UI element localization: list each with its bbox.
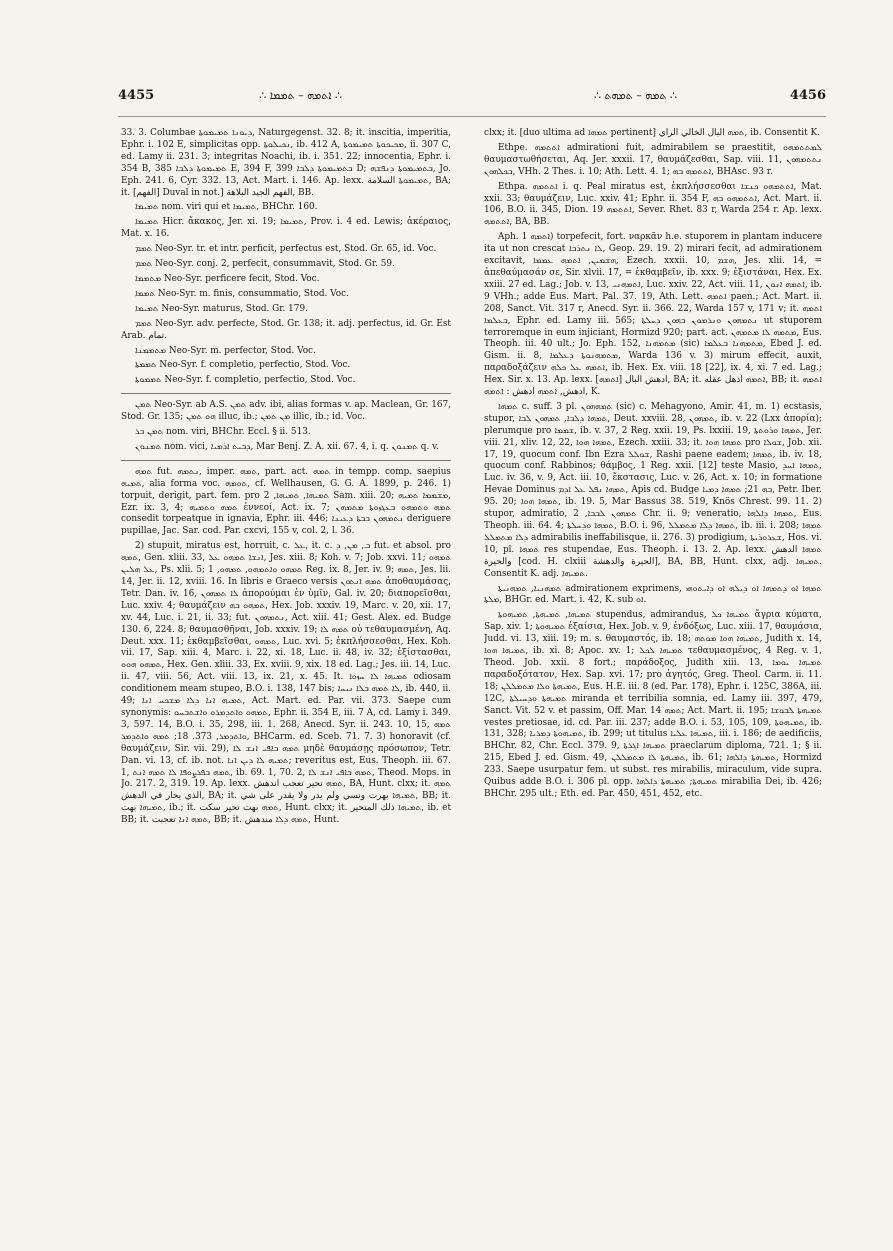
entry-paragraph: 33. 3. Columbae ܕܝܘܢܐ ܬܡܝܡܘܬܐ, Naturgegenst. 32. 8; it. inscitia, imperitia, Ephr. i. 102 E, simplicitas opp. ܢܟܝܠܘܬܐ, ib. 412 A, ܡܟܝܟܘܬܐ ܬܡܝܡܘܬܐ, ii. 307 C, ed. Lamy ii. 231. 3; integritas Noachi, ib. i. 351. 22; innocentia, Ephr. i. 354 B, ܬܡܝܡܘܬܐ ܕܠܒܐ 385 E, 394 F, ܒܬܡܝܡܘܬܐ ܕܠܒܐ 399 D; ܒܬܡܝܡܘܬܐ ܕܢܦܫܗ, Jo. Eph. 241. 6, Cyr. 332. 13, Act. Mart. i. 146. Ap. lexx. ܬܡܝܡܘܬܐ السلامة, BA; it. [الفهم] Duval in not.] الفهم الجيد البلاهة, BB. [121, 128, 451, 198]
section-divider [121, 460, 451, 461]
entry-paragraph: ܬܡܝܗܐ, ܬܡܝܗܬܐ, ܬܡܝܗܘܬܐ stupendus, admirandus, ܬܡܝܗܐ ܟܠ ἄγρια κύματα, Sap. xiv. 1; ܬܡܝܗܘܬܐ ἐξαίσια, Hex. Job. v. 9, ἐνδόξως, Luc. xiii. 17, θαυμάσια, Judd. vi. 13, xiii. 19; m. s. θαυμαστός, ib. 18; ܬܡܝܗܐ ܗܘܐ ܡܘܬܗ, Judith x. 14, ܬܡܝܗܐ ܗܘܐ, ib. xi. 8; Apoc. xv. 1; ܬܡܝܗܐ ܠܟܠ τεθαυμασμένος, 4 Reg. v. 1, Theod. Job. xxii. 8 fort.; παράδοξος, Judith xiii. 13, ܬܡܝܗܐ ܝܘܡܐ παραδοξότατον, Hex. Sap. xvi. 17; pro ἀγητός, Greg. Theol. Carm. ii. 11. 18; ܬܡܝܗܬܐ ܘܠܐ ܡܬܡܠܠܢ, Eus. H.E. iii. 8 (ed. Par. 178), Ephr. i. 125C, 386A, iii. 12C, ܬܡܝܗܬܐ ܘܕܚܝܠܬܐ miranda et terribilia somnia, ed. Lamy iii. 397, 479, Sanct. Vit. 52 v. et passim, Off. Mar. ܬܡܗ 14; Act. Mart. ii. 195; ܬܡܝܗܬܐ ܠܒܘܫܐ vestes pretiosae, id. cd. Par. iii. 237; adde B.O. i. 53, 105, 109, ܬܡܝܗܘܬܐ, ib. 131, 328; ܬܡܝܗܘܬܐ ܕܡܪܝܐ, ib. 299; ut titulus ܬܡܝܗܐ ܥܠܝܐ, iii. i. 186; de aedificiis, BHChr. 82, Chr. Eccl. 379. 9, ܬܡܝܗܐ ܐܓܪܬܐ praeclarum diploma, 721. 1; § ii. 215, Ebed J. ed. Gism. 49, ܬܡܝܗܬܐ ܠܐ ܡܬܡܠܠܢ, ib. 61; ܬܡܝܗܬܐ ܕܐܠܗܐ, Hormizd 233. Saepe usurpatur fem. ut subst. res mirabilis, miraculum, vide supra. Quibus adde B.O. i. 306 pl. opp. ܬܡܝܗܬܐ; ܬܡܝܗܬܐ ܕܐܠܗܐ mirabilia Dei, ib. 426; BHChr. 295 ult.; Eth. ed. Par. 450, 451, 452, etc. [484, 610, 822, 799]
column-number-left: 4455 [118, 88, 155, 103]
right-column [484, 128, 822, 1213]
entry-paragraph: ܬܡܡ Neo-Syr. adv. perfecte, Stod. Gr. 138; it. adj. perfectus, id. Gr. Est Arab. تمام. [121, 318, 451, 341]
entry-paragraph: ܡܬܡܡܐ Neo-Syr. perficere fecit, Stod. Voc. [135, 273, 320, 284]
entry-paragraph: ܬܡܝܡܐ Neo-Syr. maturus, Stod. Gr. 179. [135, 303, 308, 314]
entry-paragraph: ܬܡܗܐ c. suff. 3 pl. ܬܡܗܗܘܢ (sic) c. Mehagyono, Amir. 41, m. 1) ecstasis, stupor, ܬܡܗܐ ܕܠܒܐ, ܬܡܗܘܢ ܠܒܐ, Deut. xxviii. 28, ܬܡܗܘܢ, ib. v. 22 (Lxx ἀπορία); plerumque pro ܫܡܡܐ, ib. v. 37, 2 Reg. xxii. 19, Ps. lxxiii. 19, ܬܡܗܐ ܘܪܘܬܬܐ, Jer. viii. 21, xliv. 12, 22, ܬܡܗܐ ܗܘܐ, Ezech. xxiii. 33; it. ܬܡܗܐ ܗܘܐ pro ܫܘܠܐ, Job. xii. 17, 19, quocum conf. Ibn Ezra ܫܘܠܠ, Rashi paene eadem; ܬܡܗܐ, ib. iv. 18, quocum conf. Rabbinos; θάμβος, 1 Reg. xxii. [12] teste Masio, ܬܡܗܐ ܐܚܕ, Luc. iv. 36, v. 9, Act. iii. 10, ἔκστασις, Luc. v. 26, Act. x. 10; in formatione Hevae Dominus ܬܡܗܐ ܢܦܠ ܥܠ ܐܕܡ, Apis cd. Budge ܒܗ 21; ܬܡܗܐ ܕܡܝܐ, Petr. Iber. 95. 20; ܬܡܗܐ ܗܘܐ, ib. 19. 5, Mar Bassus 38. 519, Knös Chrest. 99. 11. 2) stupor, admiratio, ܬܡܗܘܢ ܠܒܒܐ, 2 Chr. ii. 9; veneratio, ܬܡܗܐ ܕܐܠܗܐ, Eus. Theoph. iii. 64. 4; ܬܡܗܐ ܘܕܚܠܬܐ, B.O. i. 96, ܬܡܗܐ ܕܠܐ ܡܬܡܠܠ, ib. iii. i. 208; ܬܡܗܐ ܕܠܐ ܡܬܡܠܠ admirabilis ineffabilisque, ii. 276. 3) prodigium, ܫܥܪܘܪܝܬܐ, Hos. vi. 10, pl. ܬܡܗܐ res stupendae, Eus. Theoph. i. 13. 2. Ap. lexx. ܬܡܗܐ الدهش والحيرة [cod. H. clxiii الحيرة والدهشة], BA, BB, Hunt. clxx, adj. ܬܡܝܗܐ. Consentit K. adj. ܬܡܝܗܐ. [484, 401, 822, 579]
entry-paragraph: Aph. ܐܬܡܗ 1) torpefecit, fort. ναρκᾶν h.e. stuporem in plantam inducere ita ut non crescat ܠܐ ܢܬܪܒܐ, Geop. 29. 19. 2) mirari fecit, ad admirationem excitavit, ܗܫܡܝܢ, ܐܬܡܗ ܥܡܡܐ, Ezech. xxxii. 10, ܗܫܡ, Jes. xlii. 14, = ἀπεθαύμασάν σε, Sir. xlvii. 17, = ἐκθαμβεῖν, ib. xxx. 9; ἐξιστάναι, Hex. Ex. xxiii. 27 ed. Lag.; Job. v. 13, ܐܬܡܗܢܝ, Luc. xxiv. 22, Act. viii. 11, ܐܬܡܗ ܐܢܘܢ, ib. 9 VHh.; adde Eus. Mart. Pal. 37. 19, Ath. Lett. ܐܬܡܗ paen.; Act. Mart. ii. 208, Sanct. Vit. 317 r, Anecd. Syr. ii. 366. 22, Warda 157 v, 171 v; it. ܐܬܡܗ ܒܥܠܡܐ, Ephr. ed. Lamy iii. 565; ܢܬܡܗܘܢ ܘܢܪܡܘܢ ܒܗܘܢ ܕܚܠܬܐ ut stuporem terroremque in eum injiciant, Hormizd 920; part. act. ܡܬܡܗ ܠܐ ܡܬܡܗܢ, Eus. Theoph. iii. 40 ult.; Jo. Eph. 152, ܡܬܡܗܢܐ (sic) ܡܬܡܗܢܐ ܒܥܠܡܐ, Ebed J. ed. Gism. ii. 8, ܡܬܡܗܢܘܬܐ ܕܥܠܡܐ, Warda 136 v. 3) mirum effecit, auxit, παραδοξάζειν ܐܬܡܗ ܥܠ ܟܠܗ, ib. Hex. Ex. viii. 18 [22], ix. 4, xi. 7 ed. Lag.; Hex. Sir. x. 13. Ap. lexx. [ܐܬܡܗ] ادهش البال, BA; it. ܐܬܡܗ اذهل عقله, BB; it. ܐܬܡܗ ادهش, ܐܬܡܗ ادهش : ܐܬܡܗ, K. [484, 232, 822, 398]
entry-paragraph: ܬܡܢ ܒܪ nom. viri, BHChr. Eccl. § ii. 513. [135, 427, 311, 438]
page-header-right [466, 88, 826, 108]
entry-paragraph: Ethpa. ܐܬܬܡܗ i. q. Peal miratus est, ἐκπλήσσεσθαι ܐܬܬܡܗܘ ܟܢܫܐ, Mat. xxii. 33; θαυμάζειν, Luc. xxiv. 41; Ephr. ii. 354 F, ܐܬܬܡܗܘ ܒܗ, Act. Mart. ii. 106, B.O. ii. 345, Dion. ܐܬܬܡܗ 19, Sever. Rhet. 83 r, Warda 254 r. Ap. lexx. ܐܬܬܡܗ, BA, BB. [484, 181, 822, 228]
entry-paragraph: ܬܡܡ Neo-Syr. tr. et intr. perficit, perfectus est, Stod. Gr. 65, id. Voc. [135, 244, 437, 255]
entry-paragraph: ܬܡܗܢܝܐ, ܬܡܗܢܝܬܐ admirationem exprimens, ܬܡܗܐ ܐܘ ܕܬܡܗܐ ܐܘ ܕܝܠܗ ܐܘ ܕܐܝܬܘܗܝ ܡܠܬܐ, BHGr. ed. Mart. i. 42, K. sub ܐܘ. [484, 583, 822, 606]
entry-paragraph: ܬܡܝܡܐ nom. viri qui et ܬܡܝܡܐ, BHChr. 160. [135, 202, 318, 213]
entry-paragraph: ܬܡܡܘܬܐ Neo-Syr. f. completio, perfectio, Stod. Voc. [135, 375, 356, 386]
header-rule [118, 116, 826, 117]
running-head-left: ∴ ܐܬܡܗ – ܬܡܡܐ ∴ [259, 89, 342, 102]
page-header-left [118, 88, 448, 108]
column-number-right: 4456 [789, 88, 826, 103]
running-head-right: ∴ ܬܡܗ – ܬܡܗܬ ∴ [594, 89, 678, 102]
entry-paragraph: ܬܡܗ fut. ܢܬܡܗ, imper. ܬܡܗ, part. act. ܬܡܗ in tempp. comp. saepius ܬܡܝܗ, alia forma voc. ܬܘܡܗ, cf. Wellhausen, G. G. A. 1899, p. 246. 1) torpuit, derigit, part. fem. pro ܬܡܝܗܐ, ܬܡܝܗܐ, 2 Sam. xiii. 20; ܡܫܡܡܐ ܬܡܝܗ, Ezr. ix. 3, 4; ܬܡܗ ܘܬܡܝܗ ἐννεοί, Act. ix. 7; ܬܡܗ ܘܬܡܗܘ ܒܥܓܙܘܬܐ ܡܬܡܗܢ consedit torpeatque in ignavia, Ephr. iii. 446; ܢܬܡܗܘܢ ܒܒܬܐ ܕܥܝܢܐ deriguere pupillae, Jac. Sar. cod. Par. cxcvi, 155 v, col. 2, l. 36. [121, 466, 451, 537]
entry-paragraph: ܬܡܢܘܢ nom. vici, ܕܒܝܬ ܐܪܡܝܐ, Mar Benj. Z. A. xii. 67. 4, i. q. ܬܡܢܘܢ q. v. [135, 441, 439, 452]
left-column [121, 128, 451, 1213]
entry-paragraph: ܬܡܡ Neo-Syr. conj. 2, perfecit, consummavit, Stod. Gr. 59. [135, 259, 395, 270]
entry-paragraph: ܬܡܡܐ Neo-Syr. m. finis, consummatio, Stod. Voc. [135, 288, 349, 299]
entry-paragraph: ܬܡܡܬܐ Neo-Syr. f. completio, perfectio, Stod. Voc. [135, 360, 351, 371]
entry-paragraph: Ethpe. ܐܬܬܡܗ admirationi fuit, admirabilem se praestitit, ܠܡܬܬܡܗܘ θαυμαστωθήσεται, Aq. Jer. xxxii. 17, θαυμάζεσθαι, Sap. viii. 11, ܢܬܬܡܗܘܢ ܒܟܠܗܘܢ, VHh. 2 Thes. i. 10; Ath. Lett. 4. 1; ܐܬܬܡܗ ܒܗ, BHAsc. 93 r. [484, 142, 822, 177]
entry-paragraph: ܬܡܢ Neo-Syr. ab A.S. ܬܡܢ adv. ibi, alias formas v. ap. Maclean, Gr. 167, Stod. Gr. 135; ܗܘ ܬܡܢ illuc, ib.; ܡܢ ܬܡܢ illic, ib.; id. Voc. [121, 400, 451, 423]
entry-paragraph: clxx; it. [duo ultima ad ܬܡܗܐ pertinent] ܬܡܗ البال الخالي الرأي, ib. Consentit K. [484, 128, 820, 138]
entry-paragraph: 2) stupuit, miratus est, horruit, c. ܥܠ, it. c. ܒ, ܡܢ, ܕ fut. et absol. pro ܬܡܗ, Gen. xliii. 33, ܐܢܫܐ ܬܡܗܘ ܥܠ, Jes. xiii. 8; Koh. v. 7; Job. xxvi. 11; ܬܡܗܘ ܥܠ ܗܠܝܢ, Ps. xlii. 5; ܬܡܗܘ ܘܐܬܡܗܘ, ܬܡܗܘ, 1 Reg. ix. 8, Jer. iv. 9; ܬܡܗ, Jes. lii. 14, Jer. ii. 12, xviii. 16. In libris e Graeco versis ܬܡܗ ܐܢܬܘܢ ἀποθαυμάσας, Tetr. Dan. iv. 16, ܠܐ ܬܡܗܘܢ ἀπορούμαι ἐν ὑμῖν, Gal. iv. 20; διαπορεῖσθαι, Luc. xxiv. 4; θαυμάζειν ܬܡܗܘ ܒܗ, Hex. Job. xxxiv. 19, Marc. v. 20, xii. 17, xv. 44, Luc. i. 21, ii. 33; fut. ܢܬܡܗܘܢ, Act. xiii. 41; Gest. Alex. ed. Budge 130. 6, 224. 8; θαυμασθῆναι, Job. xxxiv. 19; ܬܡܗ ܠܐ οὐ τεθαυμασμένη, Aq. Deut. xxx. 11; ἐκθαμβεῖσθαι, ܬܡܗܘ, Luc. xvi. 5; ἐκπλήσσεσθαι, Hex. Koh. vii. 17, Sap. xiii. 4, Marc. i. 22, xi. 18, Luc. ii. 48, iv. 32; ἐξίστασθαι, ܬܡܗܘ ܗܘܘ, Hex. Gen. xliii. 33, Ex. xviii. 9, xix. 18 ed. Lag.; Jes. iii. 14, Luc. ii. 47, viii. 56, Act. viii. 13, ix. 21, x. 45. It. ܬܡܝܗܐ ܠܐ ܚܙܘܐ odiosam conditionem meam stupeo, B.O. i. 138, 147 bis; ܠܐ ܬܡܗ ܒܠܐ ܢܝܚܐ, ib. 440, ii. 49; ܬܡܝܗ ܐܢܐ ܕܠܐ ܡܫܟܚ ܐܢܐ, Act. Mart. ed. Par. vii. 373. Saepe cum synonymis: ܬܡܗܘ ܘܐܬܕܡܪܘ ܘܐܫܬܒܚܘ, Ephr. ii. 354 E, iii. 7 A, cd. Lamy i. 349. 3, 597. 14, B.O. i. 35, 298, iii. 1. 268, Anecd. Syr. ii. 243. 10, 15, ܬܡܗ ܘܐܬܕܡܪ, 373. 18; ܬܡܗ ܘܐܬܕܡܪ, BHCarm. ed. Sceb. 71. 7. 3) honoravit (cf. θαυμάζειν, Sir. vii. 29), ܬܡܗ ܒܐܦܝ ܐܢܫ ܠܐ μηδὲ θαυμάσῃς πρόσωπον, Tetr. Dan. vi. 13, cf. ib. not. ܬܡܝܗ ܠܐ ܕܝܢ ܐܢܐ; reveritus est, Eus. Theoph. iii. 67. 1, ܬܡܗ ܒܦܪܨܘܦܐ ܠܐ ܬܡܗ ܐܢܬ, ib. 69. 1, 70. 2, ܬܡܗ ܒܐܦܝ ܐܢܫ ܠܐ, Theod. Mops. in Jo. 217. 2, 319. 19. Ap. lexx. ܬܡܗ تحير تعجب اندهش, BA, Hunt. clxx; it. ܬܡܗ الذي يحار في الدهش, BA; it. ܬܡܝܗܐ بهرت ونسي ولم يدر ولا يقدر على شي, BB; it. ܬܡܝܗܐ بهت, ib.; it. ܬܡܗ بهت تحير سكت, Hunt. clxx; it. ܬܡܝܗܐ ذلك المتحير, ib. et BB; it. ܬܡܗ ܐܢܐ تعجبت, BB; it. ܬܡܗ ܕܠܐ مندهش, Hunt. [121, 541, 451, 826]
entry-paragraph: ܡܬܡܡܢܐ Neo-Syr. m. perfector, Stod. Voc. [135, 345, 316, 356]
section-divider [121, 393, 451, 394]
entry-paragraph: ܬܡܝܡܐ Hicr. ἄκακος, Jer. xi. 19; ܬܡܝܡܐ, Prov. i. 4 ed. Lewis; ἀκέραιος, Mat. x. 16. [121, 217, 451, 240]
